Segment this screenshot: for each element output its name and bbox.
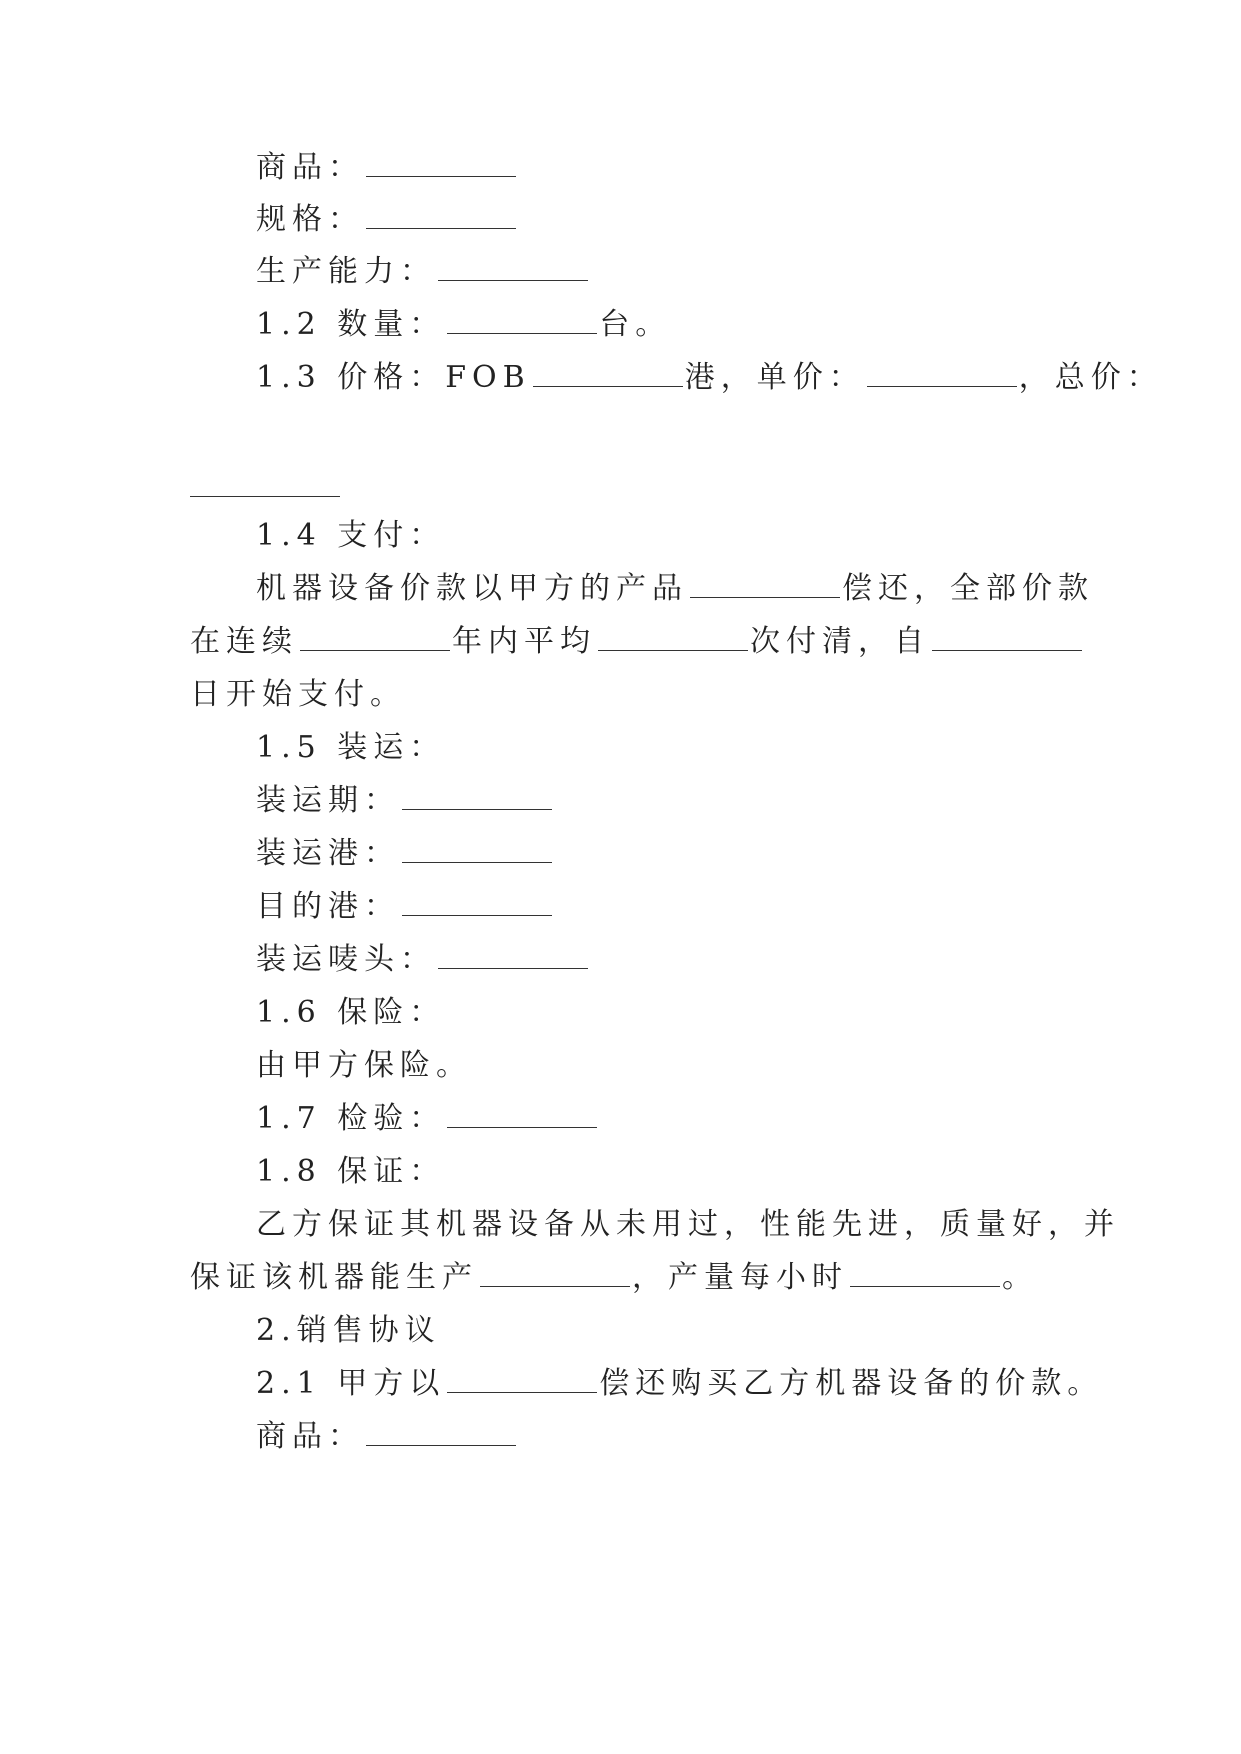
line-guarantee-desc-2 bbox=[190, 1258, 1038, 1298]
blank-inspection[interactable] bbox=[447, 1099, 597, 1128]
line-insurance bbox=[256, 993, 445, 1033]
blank-shipment-period[interactable] bbox=[402, 781, 552, 810]
blank-produce[interactable] bbox=[480, 1258, 630, 1287]
blank-commodity[interactable] bbox=[366, 148, 516, 177]
label-destination-port: 目的港： bbox=[256, 889, 400, 924]
line-guarantee-desc-1 bbox=[256, 1205, 1120, 1245]
text-payment-6: 日开始支付。 bbox=[190, 677, 406, 712]
text-payment-4: 年内平均 bbox=[452, 624, 596, 659]
line-payment bbox=[256, 516, 445, 556]
text-payment-2: 偿还，全部价款 bbox=[842, 571, 1094, 606]
line-price bbox=[256, 358, 1163, 398]
label-commodity: 商品： bbox=[256, 150, 364, 185]
text-sales-1: 2.1 甲方以 bbox=[256, 1366, 446, 1401]
text-payment-3: 在连续 bbox=[190, 624, 298, 659]
line-capacity bbox=[256, 252, 590, 292]
text-guarantee-4: 。 bbox=[1002, 1260, 1038, 1295]
line-payment-desc-1 bbox=[256, 569, 1094, 609]
blank-product[interactable] bbox=[690, 569, 840, 598]
blank-destination-port[interactable] bbox=[402, 887, 552, 916]
label-total-price: ，总价： bbox=[1018, 360, 1163, 395]
text-payment-5: 次付清，自 bbox=[750, 624, 930, 659]
blank-output[interactable] bbox=[850, 1258, 1000, 1287]
line-commodity bbox=[256, 148, 518, 188]
text-insurance: 由甲方保险。 bbox=[256, 1048, 472, 1083]
blank-unit-price[interactable] bbox=[867, 358, 1017, 387]
line-destination-port bbox=[256, 887, 554, 927]
text-guarantee-1: 乙方保证其机器设备从未用过，性能先进，质量好，并 bbox=[256, 1207, 1120, 1242]
line-shipping-mark bbox=[256, 940, 590, 980]
blank-commodity-2[interactable] bbox=[366, 1417, 516, 1446]
label-inspection: 1.7 检验： bbox=[256, 1101, 446, 1136]
label-spec: 规格： bbox=[256, 202, 364, 237]
text-guarantee-2: 保证该机器能生产 bbox=[190, 1260, 478, 1295]
blank-start-date[interactable] bbox=[932, 622, 1082, 651]
line-shipment bbox=[256, 728, 445, 768]
label-loading-port: 装运港： bbox=[256, 836, 400, 871]
heading-shipment: 1.5 装运： bbox=[256, 730, 446, 765]
blank-shipping-mark[interactable] bbox=[438, 940, 588, 969]
text-sales-2: 偿还购买乙方机器设备的价款。 bbox=[599, 1366, 1104, 1401]
heading-guarantee: 1.8 保证： bbox=[256, 1154, 446, 1189]
heading-insurance: 1.6 保险： bbox=[256, 995, 446, 1030]
label-quantity: 1.2 数量： bbox=[256, 307, 446, 342]
text-payment-1: 机器设备价款以甲方的产品 bbox=[256, 571, 688, 606]
blank-port[interactable] bbox=[533, 358, 683, 387]
line-quantity bbox=[256, 305, 671, 345]
label-commodity-2: 商品： bbox=[256, 1419, 364, 1454]
line-commodity-2 bbox=[256, 1417, 518, 1457]
line-loading-port bbox=[256, 834, 554, 874]
quantity-unit: 台。 bbox=[599, 307, 672, 342]
line-spec bbox=[256, 200, 518, 240]
blank-capacity[interactable] bbox=[438, 252, 588, 281]
line-payment-desc-2 bbox=[190, 622, 1084, 662]
line-inspection bbox=[256, 1099, 599, 1139]
blank-spec[interactable] bbox=[366, 200, 516, 229]
label-unit-price: 港，单价： bbox=[684, 360, 865, 395]
label-shipment-period: 装运期： bbox=[256, 783, 400, 818]
blank-repay-goods[interactable] bbox=[447, 1364, 597, 1393]
text-guarantee-3: ，产量每小时 bbox=[632, 1260, 848, 1295]
line-sales-2-1 bbox=[256, 1364, 1103, 1404]
label-capacity: 生产能力： bbox=[256, 254, 436, 289]
blank-quantity[interactable] bbox=[447, 305, 597, 334]
line-guarantee bbox=[256, 1152, 445, 1192]
blank-loading-port[interactable] bbox=[402, 834, 552, 863]
blank-years[interactable] bbox=[300, 622, 450, 651]
heading-payment: 1.4 支付： bbox=[256, 518, 446, 553]
blank-times[interactable] bbox=[598, 622, 748, 651]
line-sales-agreement bbox=[256, 1311, 441, 1351]
line-payment-desc-3 bbox=[190, 675, 406, 715]
line-insurance-desc bbox=[256, 1046, 472, 1086]
line-shipment-period bbox=[256, 781, 554, 821]
label-price: 1.3 价格：FOB bbox=[256, 360, 531, 395]
label-shipping-mark: 装运唛头： bbox=[256, 942, 436, 977]
heading-sales-agreement: 2.销售协议 bbox=[256, 1313, 441, 1348]
blank-total-price[interactable] bbox=[190, 468, 340, 497]
